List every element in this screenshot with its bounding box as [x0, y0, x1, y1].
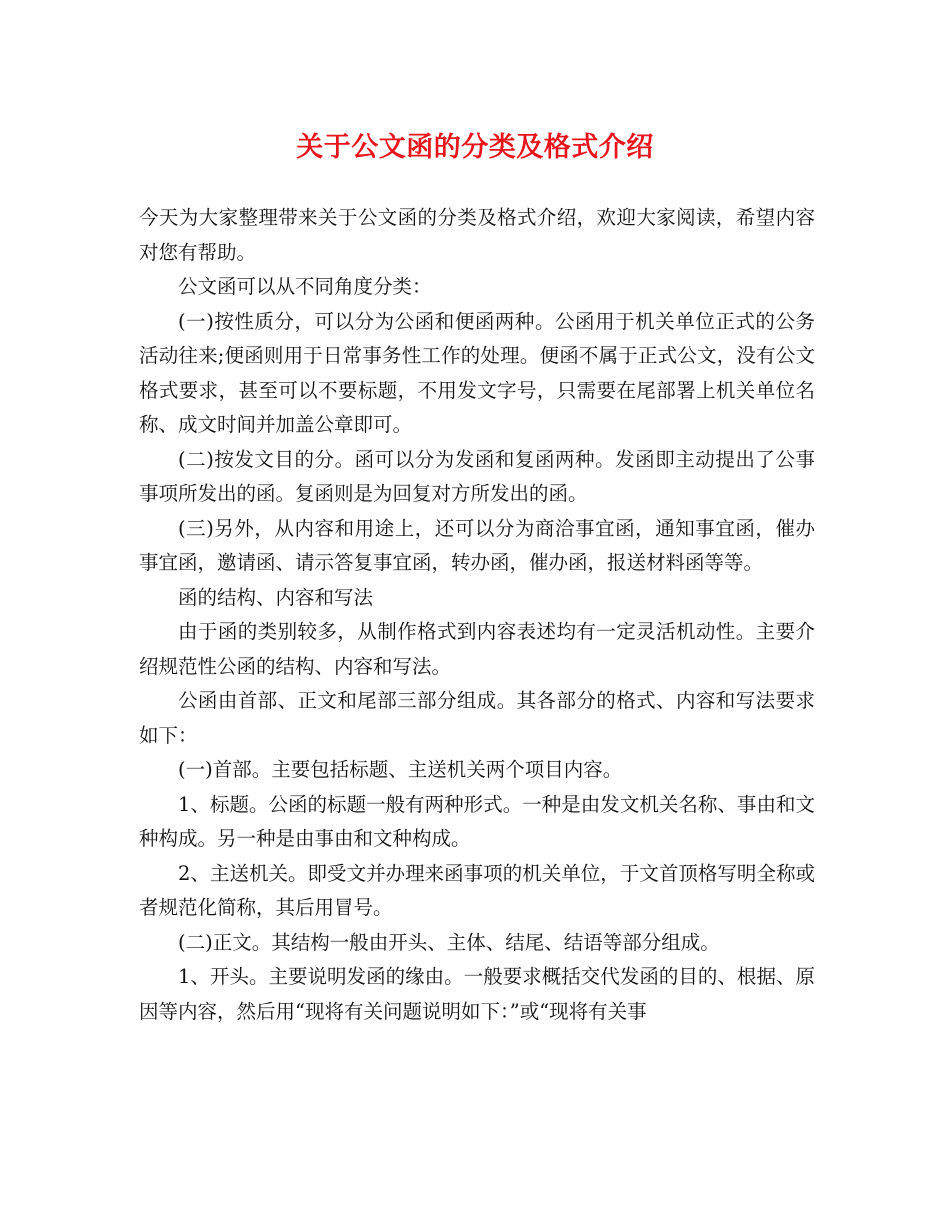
paragraph-by-purpose: (二)按发文目的分。函可以分为发函和复函两种。发函即主动提出了公事事项所发出的函。复函则是为回复对方所发出的函。	[139, 447, 815, 505]
paragraph-title-item: 1、标题。公函的标题一般有两种形式。一种是由发文机关名称、事由和文种构成。另一种是由事由和文种构成。	[139, 792, 815, 850]
document-body	[139, 201, 815, 1029]
section-heading-structure: 函的结构、内容和写法	[178, 585, 374, 609]
paragraph-classification-lead: 公文函可以从不同角度分类：	[178, 275, 432, 298]
paragraph-header-part: (一)首部。主要包括标题、主送机关两个项目内容。	[178, 758, 623, 781]
paragraph-opening-item: 1、开头。主要说明发函的缘由。一般要求概括交代发函的目的、根据、原因等内容，然后用“现将有关问题说明如下：”或“现将有关事	[139, 965, 815, 1023]
document-title: 关于公文函的分类及格式介绍	[296, 132, 654, 163]
paragraph-composition: 公函由首部、正文和尾部三部分组成。其各部分的格式、内容和写法要求如下：	[139, 689, 815, 747]
paragraph-flexibility: 由于函的类别较多，从制作格式到内容表述均有一定灵活机动性。主要介绍规范性公函的结构、内容和写法。	[139, 620, 815, 678]
paragraph-by-content: (三)另外，从内容和用途上，还可以分为商洽事宜函，通知事宜函，催办事宜函，邀请函、请示答复事宜函，转办函，催办函，报送材料函等等。	[139, 516, 815, 574]
paragraph-main-text-part: (二)正文。其结构一般由开头、主体、结尾、结语等部分组成。	[178, 930, 720, 954]
paragraph-intro: 今天为大家整理带来关于公文函的分类及格式介绍，欢迎大家阅读，希望内容对您有帮助。	[139, 206, 815, 264]
paragraph-by-nature: (一)按性质分，可以分为公函和便函两种。公函用于机关单位正式的公务活动往来;便函则用于日常事务性工作的处理。便函不属于正式公文，没有公文格式要求，甚至可以不要标题，不用发文字号，只需要在尾部署上机关单位名称、成文时间并加盖公章即可。	[139, 309, 815, 436]
paragraph-recipient-item: 2、主送机关。即受文并办理来函事项的机关单位，于文首顶格写明全称或者规范化简称，其后用冒号。	[139, 861, 815, 919]
